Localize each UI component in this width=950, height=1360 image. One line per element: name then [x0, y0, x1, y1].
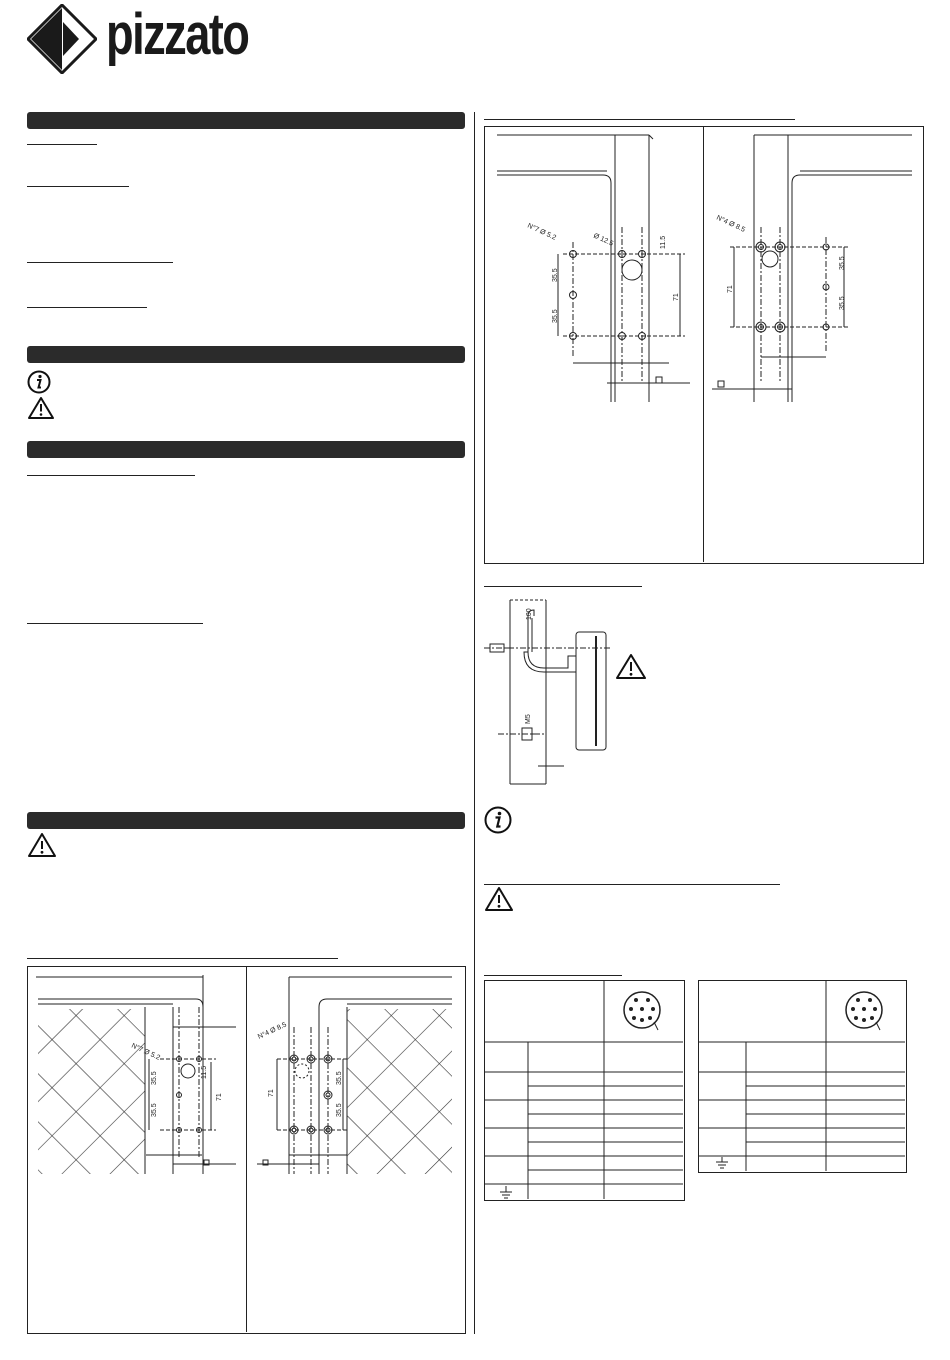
subheading-rule: [484, 975, 622, 976]
subheading-rule: [27, 958, 338, 959]
hole-spec-label: N°7 Ø 5.2: [130, 1042, 162, 1062]
dim-label-35-5-b: 35.5: [151, 1103, 158, 1117]
dim-label-35-5-b: 35.5: [839, 296, 846, 310]
section-bar-1: [27, 112, 465, 129]
dim-label-71: 71: [727, 285, 734, 293]
hole-spec-label: N°7 Ø 5.2: [526, 222, 558, 242]
section-bar-2: [27, 346, 465, 363]
subheading-rule: [27, 475, 195, 476]
dim-label-35-5-a: 35.5: [336, 1071, 343, 1085]
warning-icon: [615, 653, 647, 680]
warning-icon: [27, 832, 57, 858]
side-section-drawing: [484, 596, 614, 788]
subheading-rule: [484, 119, 795, 120]
subheading-rule: [484, 884, 780, 885]
mounting-drawing-right: [247, 967, 464, 1177]
connector-pinout-icon: [624, 992, 660, 1030]
warning-icon: [27, 396, 55, 420]
connector-pinout-icon: [846, 992, 882, 1030]
info-icon: [484, 806, 512, 834]
column-divider: [474, 112, 475, 1334]
subheading-rule: [27, 623, 203, 624]
subheading-rule: [27, 307, 147, 308]
dim-label-11-5: 11.5: [201, 1065, 208, 1079]
section-bar-3: [27, 441, 465, 458]
dim-label-35-5-b: 35.5: [552, 309, 559, 323]
dim-label-35-5-a: 35.5: [151, 1071, 158, 1085]
hole-spec-label: N°4 Ø 8.5: [256, 1021, 288, 1041]
connector-table-b-grid: [698, 980, 906, 1172]
dim-label-35-5-a: 35.5: [552, 268, 559, 282]
dim-label-35-5-a: 35.5: [839, 256, 846, 270]
subheading-rule: [27, 262, 173, 263]
dim-label-71: 71: [673, 293, 680, 301]
mounting-drawing-top-left: [485, 127, 703, 407]
dim-label-11-5: 11.5: [660, 235, 667, 249]
warning-icon: [484, 886, 514, 912]
section-bar-4: [27, 812, 465, 829]
ground-icon: [716, 1157, 728, 1168]
dim-label-71: 71: [216, 1093, 223, 1101]
dim-label-71: 71: [268, 1089, 275, 1097]
thread-label: M5: [525, 714, 532, 724]
ground-icon: [500, 1186, 512, 1198]
diamond-logo-icon: [27, 4, 97, 74]
hole-spec-label: N°4 Ø 8.5: [715, 214, 747, 234]
dim-label-35-5-b: 35.5: [336, 1103, 343, 1117]
subheading-rule: [484, 586, 642, 587]
mounting-drawing-top-right: [704, 127, 922, 407]
subheading-rule: [27, 144, 97, 145]
subheading-rule: [27, 186, 129, 187]
connector-table-a-grid: [484, 980, 684, 1200]
mounting-drawing-left: [28, 967, 246, 1177]
brand-name: pizzato: [106, 2, 249, 67]
bore-label: Ø 12.5: [592, 232, 615, 248]
info-icon: [27, 370, 51, 394]
tag-label: 100: [526, 608, 533, 620]
